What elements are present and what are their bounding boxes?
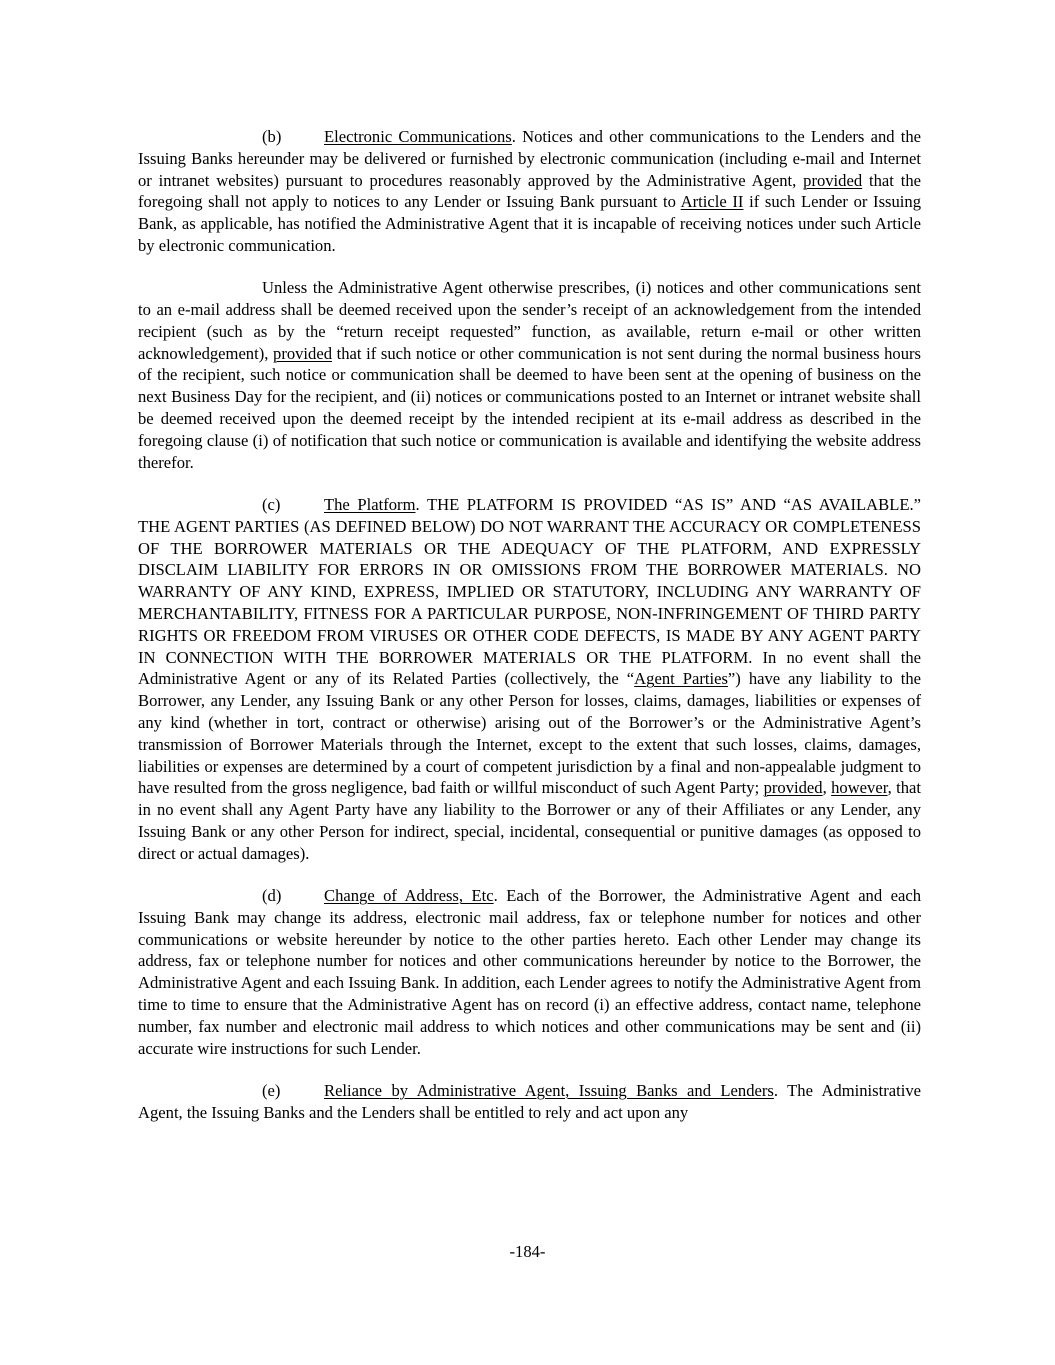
section-b-provided: provided (803, 170, 863, 190)
section-b-cont-provided: provided (273, 343, 333, 363)
section-b-text-1: . Notices and other communications to the Lenders and the Issuing Banks hereunder may be delivered or furnished by electronic communication (including e-mail and Internet or intranet websites) pursuant to procedures reasonably approved by the Administrative Agent, (138, 127, 922, 190)
section-e-label: (e) (262, 1080, 281, 1100)
section-b-article-ref: Article II (680, 192, 744, 212)
section-c-agent-parties: Agent Parties (634, 669, 728, 689)
section-d-text-1: . Each of the Borrower, the Administrative Agent and each Issuing Bank may change its address, electronic mail address, fax or telephone number for notices and other communications or website hereunder by notice to the other parties hereto. Each other Lender may change its address, fax or telephone number for notices and other communications hereunder by notice to the Borrower, the Administrative Agent and each Issuing Bank. In addition, each Lender agrees to notify the Administrative Agent from time to time to ensure that the Administrative Agent has on record (i) an effective address, contact name, telephone number, fax number and electronic mail address to which notices and other communications may be sent and (ii) accurate wire instructions for such Lender. (138, 886, 921, 1058)
section-d-heading: Change of Address, Etc (324, 886, 494, 905)
section-b-heading: Electronic Communications (324, 127, 512, 146)
section-d-paragraph (138, 885, 921, 1059)
section-b-continuation-paragraph (138, 277, 921, 473)
section-b-cont-text-2: that if such notice or other communication is not sent during the normal business hours of the recipient, such notice or communication shall be deemed to have been sent at the opening of business on the next Business Day for the recipient, and (ii) notices or communications posted to an Internet or intranet website shall be deemed received upon the deemed receipt by the intended recipient at its e-mail address as described in the foregoing clause (i) of notification that such notice or communication is available and identifying the website address therefor. (138, 343, 922, 472)
section-d-label: (d) (262, 886, 282, 905)
section-c-label: (c) (262, 494, 281, 514)
section-e-heading: Reliance by Administrative Agent, Issuing Banks and Lenders (324, 1080, 774, 1100)
section-c-comma: , (822, 778, 832, 798)
section-c-paragraph (138, 494, 921, 865)
section-e-text-1: . The Administrative Agent, the Issuing Banks and the Lenders shall be entitled to rely and act upon any (138, 1080, 921, 1122)
section-b-text-3: if such Lender or Issuing Bank, as applicable, has notified the Administrative Agent that it is incapable of receiving notices under such Article by electronic communication. (138, 192, 921, 255)
section-c-heading: The Platform (324, 494, 416, 514)
section-e-paragraph (138, 1080, 921, 1124)
page-number: -184- (509, 1242, 546, 1261)
section-c-text-3: , that in no event shall any Agent Party have any liability to the Borrower or any of their Affiliates or any Lender, any Issuing Bank or any other Person for indirect, special, incidental, consequential or punitive damages (as opposed to direct or actual damages). (138, 778, 921, 863)
section-c-text-2: ”) have any liability to the Borrower, any Lender, any Issuing Bank or any other Person for losses, claims, damages, liabilities or expenses of any kind (whether in tort, contract or otherwise) arising out of the Borrower’s or the Administrative Agent’s transmission of Borrower Materials through the Internet, except to the extent that such losses, claims, damages, liabilities or expenses are determined by a court of competent jurisdiction by a final and non-appealable judgment to have resulted from the gross negligence, bad faith or willful misconduct of such Agent Party; (138, 669, 922, 798)
section-b-cont-text-1: Unless the Administrative Agent otherwise prescribes, (i) notices and other communications sent to an e-mail address shall be deemed received upon the sender’s receipt of an acknowledgement from the intended recipient (such as by the “return receipt requested” function, as available, return e-mail or other written acknowledgement), (138, 278, 921, 363)
section-b-paragraph (138, 126, 921, 257)
document-page (138, 126, 921, 1144)
section-c-text-1: . THE PLATFORM IS PROVIDED “AS IS” AND “AS AVAILABLE.” THE AGENT PARTIES (AS DEFINED BELOW) DO NOT WARRANT THE ACCURACY OR COMPLETENESS OF THE BORROWER MATERIALS OR THE ADEQUACY OF THE PLATFORM, AND EXPRESSLY DISCLAIM LIABILITY FOR ERRORS IN OR OMISSIONS FROM THE BORROWER MATERIALS. NO WARRANTY OF ANY KIND, EXPRESS, IMPLIED OR STATUTORY, INCLUDING ANY WARRANTY OF MERCHANTABILITY, FITNESS FOR A PARTICULAR PURPOSE, NON-INFRINGEMENT OF THIRD PARTY RIGHTS OR FREEDOM FROM VIRUSES OR OTHER CODE DEFECTS, IS MADE BY ANY AGENT PARTY IN CONNECTION WITH THE BORROWER MATERIALS OR THE PLATFORM. In no event shall the Administrative Agent or any of its Related Parties (collectively, the “ (138, 494, 921, 689)
section-c-however: however (831, 778, 888, 798)
section-c-provided: provided (763, 778, 823, 798)
section-b-label: (b) (262, 127, 282, 146)
section-b-text-2: that the foregoing shall not apply to notices to any Lender or Issuing Bank pursuant to (138, 170, 921, 212)
